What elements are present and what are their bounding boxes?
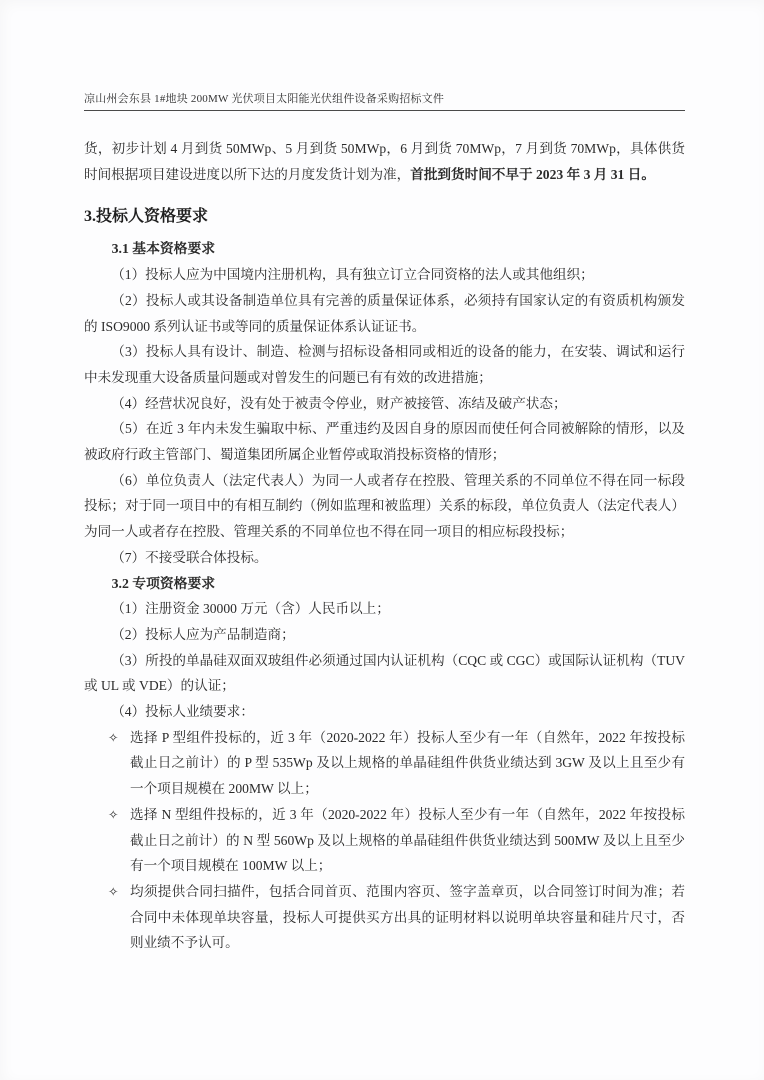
delivery-deadline-bold-text: 首批到货时间不早于 2023 年 3 月 31 日。 [410, 166, 655, 182]
diamond-bullet-icon: ✧ [108, 883, 119, 899]
diamond-bullet-icon: ✧ [108, 806, 119, 822]
basic-requirement-item-7: （7）不接受联合体投标。 [111, 549, 268, 565]
diamond-bullet-icon: ✧ [108, 729, 119, 745]
special-requirement-item-2: （2）投标人应为产品制造商； [111, 626, 295, 642]
bullet-text-n-type: 选择 N 型组件投标的，近 3 年（2020-2022 年）投标人至少有一年（自然年，2022 年按投标截止日之前计）的 N 型 560Wp 及以上规格的单晶硅组件供货业绩达到 500MW 及以上且至少有一个项目规模在 100MW 以上； [130, 806, 685, 874]
special-requirement-item-1: （1）注册资金 30000 万元（含）人民币以上； [111, 601, 390, 617]
special-requirement-item-4: （4）投标人业绩要求： [111, 704, 254, 720]
special-requirement-item-3: （3）所投的单晶硅双面双玻组件必须通过国内认证机构（CQC 或 CGC）或国际认证机构（TUV 或 UL 或 VDE）的认证； [84, 652, 685, 694]
basic-requirement-item-5: （5）在近 3 年内未发生骗取中标、严重违约及因自身的原因而使任何合同被解除的情形，以及被政府行政主管部门、蜀道集团所属企业暂停或取消投标资格的情形； [84, 421, 685, 463]
section-3-1-title: 3.1 基本资格要求 [111, 241, 216, 257]
bullet-item-n-type [84, 802, 685, 879]
basic-requirement-item-6: （6）单位负责人（法定代表人）为同一人或者存在控股、管理关系的不同单位不得在同一标段投标；对于同一项目中的有相互制约（例如监理和被监理）关系的标段，单位负责人（法定代表人）为同一人或者存在控股、管理关系的不同单位也不得在同一项目的相应标段投标； [84, 472, 685, 540]
bullet-text-p-type: 选择 P 型组件投标的，近 3 年（2020-2022 年）投标人至少有一年（自然年，2022 年按投标截止日之前计）的 P 型 535Wp 及以上规格的单晶硅组件供货业绩达到 3GW 及以上且至少有一个项目规模在 200MW 以上； [130, 729, 685, 797]
document-content [84, 90, 685, 956]
basic-requirement-item-3: （3）投标人具有设计、制造、检测与招标设备相同或相近的设备的能力，在安装、调试和运行中未发现重大设备质量问题或对曾发生的问题已有有效的改进措施； [84, 344, 685, 385]
bullet-item-contract-scan [84, 879, 685, 956]
basic-requirement-item-1: （1）投标人应为中国境内注册机构，具有独立订立合同资格的法人或其他组织； [111, 267, 594, 283]
page-header-title: 凉山州会东县 1#地块 200MW 光伏项目太阳能光伏组件设备采购招标文件 [84, 90, 685, 111]
bullet-item-p-type [84, 725, 685, 802]
basic-requirement-item-2: （2）投标人或其设备制造单位具有完善的质量保证体系，必须持有国家认定的有资质机构颁发的 ISO9000 系列认证书或等同的质量保证体系认证证书。 [84, 292, 685, 334]
section-3-title: 3.投标人资格要求 [84, 208, 209, 226]
bullet-text-contract-scan: 均须提供合同扫描件，包括合同首页、范围内容页、签字盖章页，以合同签订时间为准；若合同中未体现单块容量，投标人可提供买方出具的证明材料以说明单块容量和硅片尺寸，否则业绩不予认可。 [130, 883, 685, 951]
delivery-schedule-paragraph [84, 136, 685, 187]
delivery-schedule-text: 货，初步计划 4 月到货 50MWp、5 月到货 50MWp，6 月到货 70MWp，7 月到货 70MWp，具体供货时间根据项目建设进度以所下达的月度发货计划为准， [84, 141, 685, 182]
basic-requirement-item-4: （4）经营状况良好，没有处于被责令停业，财产被接管、冻结及破产状态； [111, 395, 567, 411]
section-3-2-title: 3.2 专项资格要求 [111, 575, 216, 591]
